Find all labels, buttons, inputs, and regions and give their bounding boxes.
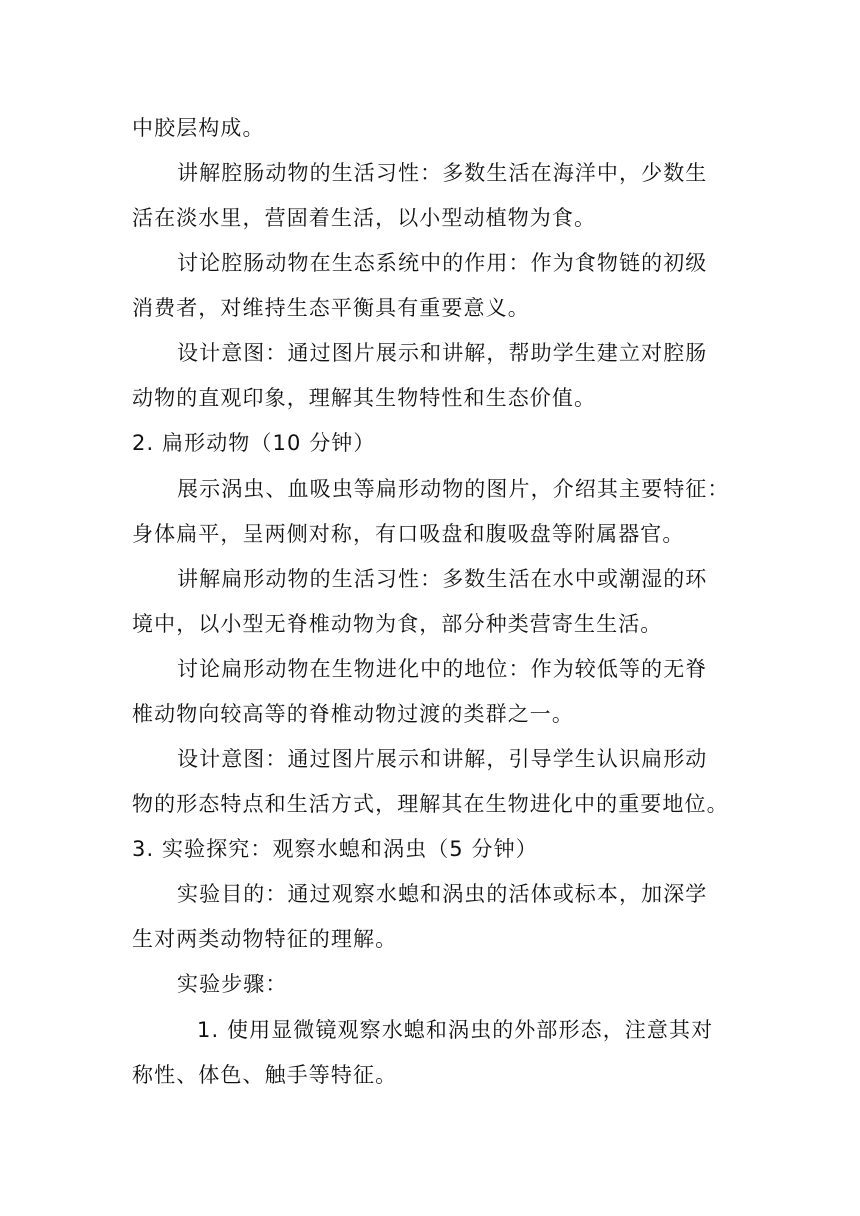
list-item-line: 称性、体色、触手等特征。 <box>132 1063 398 1087</box>
list-item-line: 1. 使用显微镜观察水螅和涡虫的外部形态，注意其对 <box>197 1018 714 1042</box>
paragraph-line: 实验步骤： <box>177 972 288 996</box>
paragraph-line: 境中，以小型无脊椎动物为食，部分种类营寄生生活。 <box>132 612 663 636</box>
section-heading: 3. 实验探究：观察水螅和涡虫（5 分钟） <box>132 837 538 861</box>
paragraph-line: 讲解腔肠动物的生活习性：多数生活在海洋中，少数生 <box>177 161 708 185</box>
paragraph-line: 实验目的：通过观察水螅和涡虫的活体或标本，加深学 <box>177 882 708 906</box>
paragraph-line: 中胶层构成。 <box>132 116 265 140</box>
paragraph-line: 设计意图：通过图片展示和讲解，帮助学生建立对腔肠 <box>177 341 708 365</box>
paragraph-line: 动物的直观印象，理解其生物特性和生态价值。 <box>132 386 597 410</box>
paragraph-line: 设计意图：通过图片展示和讲解，引导学生认识扁形动 <box>177 747 708 771</box>
paragraph-line: 讨论腔肠动物在生态系统中的作用：作为食物链的初级 <box>177 251 708 275</box>
paragraph-line: 讲解扁形动物的生活习性：多数生活在水中或潮湿的环 <box>177 567 708 591</box>
paragraph-line: 身体扁平，呈两侧对称，有口吸盘和腹吸盘等附属器官。 <box>132 522 685 546</box>
paragraph-line: 讨论扁形动物在生物进化中的地位：作为较低等的无脊 <box>177 657 708 681</box>
section-heading: 2. 扁形动物（10 分钟） <box>132 431 376 455</box>
paragraph-line: 物的形态特点和生活方式，理解其在生物进化中的重要地位。 <box>132 792 729 816</box>
paragraph-line: 活在淡水里，营固着生活，以小型动植物为食。 <box>132 206 597 230</box>
paragraph-line: 展示涡虫、血吸虫等扁形动物的图片，介绍其主要特征： <box>177 477 730 501</box>
paragraph-line: 椎动物向较高等的脊椎动物过渡的类群之一。 <box>132 702 574 726</box>
paragraph-line: 消费者，对维持生态平衡具有重要意义。 <box>132 296 530 320</box>
paragraph-line: 生对两类动物特征的理解。 <box>132 927 398 951</box>
